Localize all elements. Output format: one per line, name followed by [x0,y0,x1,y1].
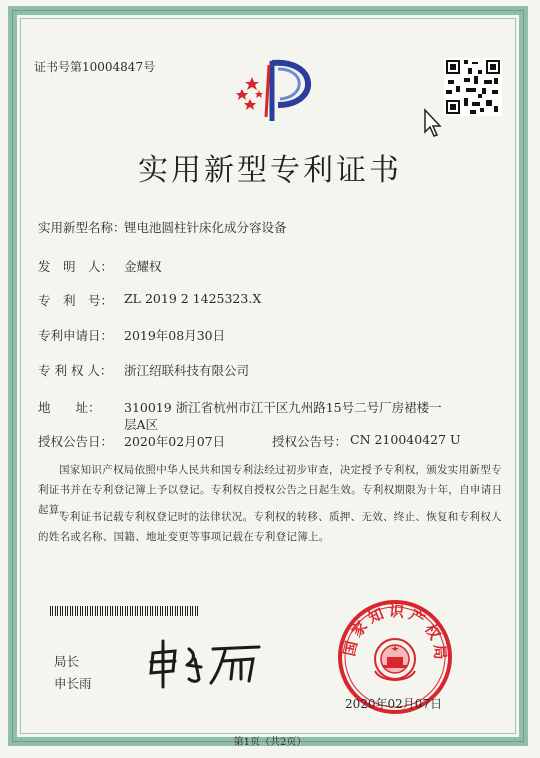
signatory-title: 局长 [54,654,80,669]
field-value: 锂电池圆柱针床化成分容设备 [124,220,287,235]
field-label: 专利申请日： [38,328,114,343]
field-label: 专 利 权 人： [38,363,113,378]
field-value: 2020年02月07日 [124,434,226,449]
field-value: 浙江绍联科技有限公司 [124,363,250,378]
barcode-icon [50,606,198,616]
field-address-row [38,398,442,432]
signature-icon [145,635,270,690]
field-label: 地 址： [38,400,101,415]
svg-text:国家知识产权局: 国家知识产权局 [340,601,450,664]
field-announce-date-row [38,432,226,450]
field-name-row [38,218,287,236]
field-label: 实用新型名称： [38,220,126,235]
address-line-2: 层A区 [124,417,159,432]
page-title: 实用新型专利证书 [138,153,402,188]
certificate-number: 证书号第10004847号 [34,60,156,74]
field-application-date-row [38,326,226,344]
statement-paragraph-2: 专利证书记载专利权登记时的法律状况。专利权的转移、质押、无效、终止、恢复和专利权人的姓名或名称、国籍、地址变更等事项记载在专利登记簿上。 [38,511,502,543]
field-label: 授权公告号： [272,434,348,449]
address-line-1: 310019 浙江省杭州市江干区九州路15号二号厂房裙楼一 [124,400,442,415]
field-label: 授权公告日： [38,434,114,449]
signatory-name: 申长雨 [54,676,92,691]
statement-paragraph-1: 国家知识产权局依照中华人民共和国专利法经过初步审查，决定授予专利权，颁发实用新型专利证书并在专利登记簿上予以登记。专利权自授权公告之日起生效。专利权期限为十年，自申请日起算。 [38,464,503,516]
field-label: 专 利 号： [38,293,114,308]
field-patent-number-row [38,291,262,309]
field-inventor-row [38,257,162,275]
field-value: 2019年08月30日 [124,328,226,343]
qr-code-icon [444,58,502,116]
field-announce-number-row [272,432,461,450]
seal-date: 2020年02月07日 [345,697,443,711]
field-value: 金耀权 [124,259,162,274]
field-patentee-row [38,361,250,379]
field-label: 发 明 人： [38,259,114,274]
field-value: ZL 2019 2 1425323.X [124,291,262,306]
field-value: CN 210040427 U [350,432,461,447]
page-footer: 第1页（共2页） [233,737,307,748]
cnipa-logo-icon [228,55,328,125]
cursor-icon [423,108,445,140]
